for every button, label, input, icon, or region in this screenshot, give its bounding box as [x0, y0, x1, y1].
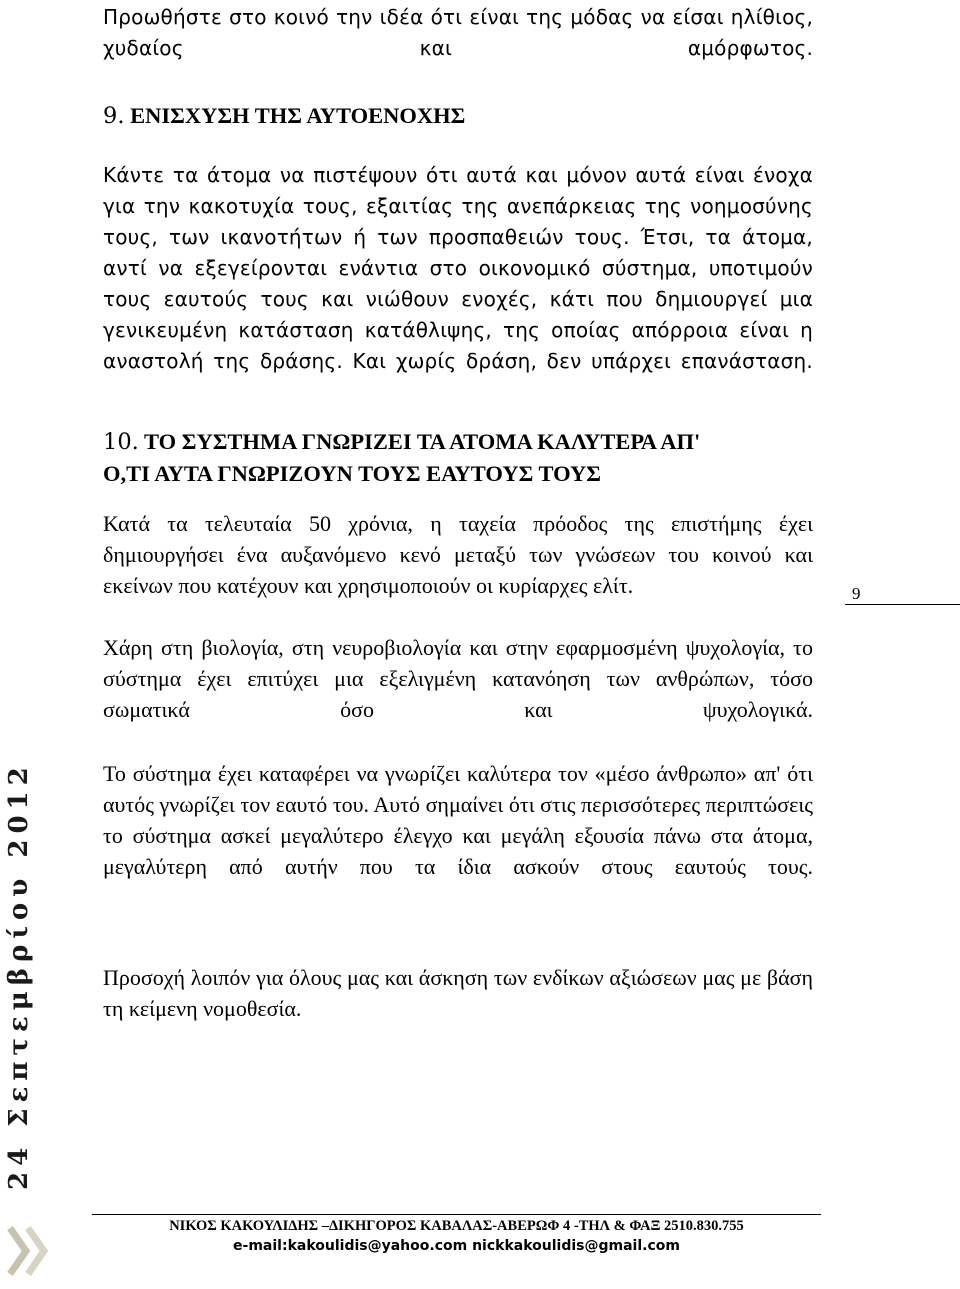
closing-paragraph: Προσοχή λοιπόν για όλους μας και άσκηση των ενδίκων αξιώσεων μας με βάση τη κείμενη νομοθεσία.	[103, 965, 813, 1021]
section-10-paragraph-3: Το σύστημα έχει καταφέρει να γνωρίζει καλύτερα τον «μέσο άνθρωπο» απ' ότι αυτός γνωρίζει τον εαυτό του. Αυτό σημαίνει ότι στις περισσότερες περιπτώσεις το σύστημα ασκεί μεγαλύτερο έλεγχο και μεγάλη εξουσία πάνω στα άτομα, μεγαλύτερη από αυτήν που τα ίδια ασκούν στους εαυτούς τους.	[103, 761, 813, 879]
page-number-rule	[845, 604, 960, 605]
footer-contact: ΝΙΚΟΣ ΚΑΚΟΥΛΙΔΗΣ –ΔΙΚΗΓΟΡΟΣ ΚΑΒΑΛΑΣ-ΑΒΕΡΩΦ 4 -ΤΗΛ & ΦΑΞ 2510.830.755	[169, 1218, 744, 1234]
section-10-title-line2: Ο,ΤΙ ΑΥΤΑ ΓΝΩΡΙΖΟΥΝ ΤΟΥΣ ΕΑΥΤΟΥΣ ΤΟΥΣ	[103, 461, 601, 486]
section-9-number: 9.	[103, 103, 125, 129]
section-10-paragraph-1: Κατά τα τελευταία 50 χρόνια, η ταχεία πρόοδος της επιστήμης έχει δημιουργήσει ένα αυξανόμενο κενό μεταξύ των γνώσεων του κοινού και εκείνων που κατέχουν και χρησιμοποιούν οι κυρίαρχες ελίτ.	[103, 511, 813, 598]
section-9-body: Κάντε τα άτομα να πιστέψουν ότι αυτά και μόνον αυτά είναι ένοχα για την κακοτυχία τους, εξαιτίας της ανεπάρκειας της νοημοσύνης τους, των ικανοτήτων ή των προσπαθειών τους. Έτσι, τα άτομα, αντί να εξεγείρονται ενάντια στο οικονομικό σύστημα, υποτιμούν τους εαυτούς τους και νιώθουν ενοχές, κάτι που δημιουργεί μια γενικευμένη κατάσταση κατάθλιψης, της οποίας απόρροια είναι η αναστολή της δράσης. Και χωρίς δράση, δεν υπάρχει επανάσταση.	[103, 163, 813, 373]
footer-rule	[92, 1214, 821, 1215]
section-10-heading	[103, 426, 823, 490]
section-9-title: ΕΝΙΣΧΥΣΗ ΤΗΣ ΑΥΤΟΕΝΟΧΗΣ	[130, 103, 466, 128]
section-10-title-line1: ΤΟ ΣΥΣΤΗΜΑ ΓΝΩΡΙΖΕΙ ΤΑ ΑΤΟΜΑ ΚΑΛΥΤΕΡΑ ΑΠ'	[144, 429, 701, 454]
footer-email: e-mail:kakoulidis@yahoo.com nickkakoulidis@gmail.com	[233, 1238, 680, 1254]
intro-paragraph: Προωθήστε στο κοινό την ιδέα ότι είναι της μόδας να είσαι ηλίθιος, χυδαίος και αμόρφωτος.	[103, 5, 813, 60]
section-10-paragraph-2: Χάρη στη βιολογία, στη νευροβιολογία και στην εφαρμοσμένη ψυχολογία, το σύστημα έχει επιτύχει μια εξελιγμένη κατανόηση των ανθρώπων, τόσο σωματικά όσο και ψυχολογικά.	[103, 635, 813, 722]
side-date: 24 Σεπτεμβρίου 2012	[4, 761, 34, 1190]
section-10-number: 10.	[103, 429, 139, 455]
section-9-heading	[103, 100, 823, 132]
page-number: 9	[852, 584, 861, 603]
chevron-decoration-icon	[6, 1224, 52, 1278]
